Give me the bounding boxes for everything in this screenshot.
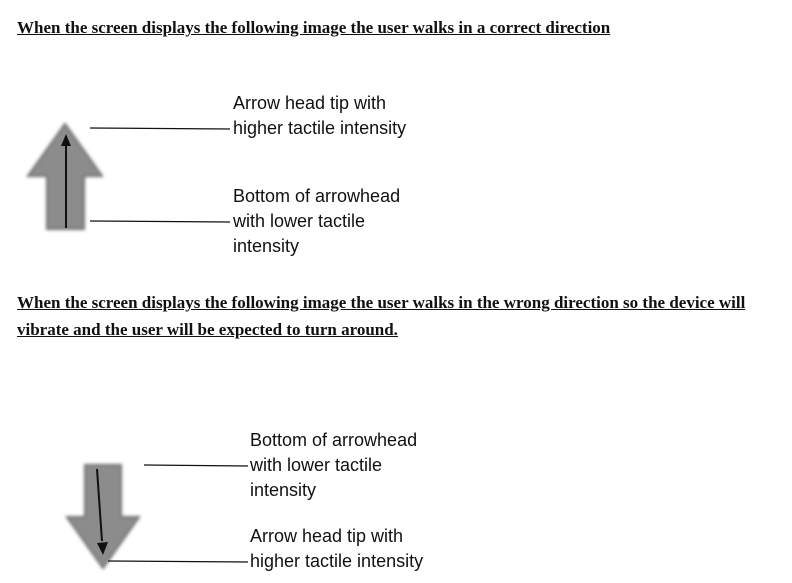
label-line: with lower tactile — [250, 455, 383, 475]
leader-line-top-bottom — [90, 221, 230, 222]
heading-correct-direction: When the screen displays the following image the user walks in a correct direction — [17, 18, 611, 37]
label-line: Arrow head tip with — [250, 526, 404, 546]
up-arrow-icon — [28, 124, 102, 229]
label-bottom-arrow-tip — [250, 524, 423, 574]
label-top-arrow-bottom — [233, 184, 400, 259]
label-line: higher tactile intensity — [233, 118, 407, 138]
leader-line-bottom-tip — [108, 561, 248, 562]
leader-line-bottom-bottom — [144, 465, 248, 466]
label-line: Arrow head tip with — [233, 93, 387, 113]
label-line: higher tactile intensity — [250, 551, 424, 571]
leader-line-top-tip — [90, 128, 230, 129]
label-line: intensity — [250, 480, 317, 500]
label-line: Bottom of arrowhead — [233, 186, 401, 206]
label-line: Bottom of arrowhead — [250, 430, 418, 450]
label-line: intensity — [233, 236, 300, 256]
down-arrow-icon — [67, 465, 139, 568]
heading-wrong-direction: When the screen displays the following image the user walks in the wrong direction so the device will vibrate and the user will be expected to turn around. — [17, 293, 746, 339]
label-top-arrow-tip — [233, 91, 406, 141]
label-line: with lower tactile — [233, 211, 366, 231]
label-bottom-arrow-bottom — [250, 428, 417, 503]
